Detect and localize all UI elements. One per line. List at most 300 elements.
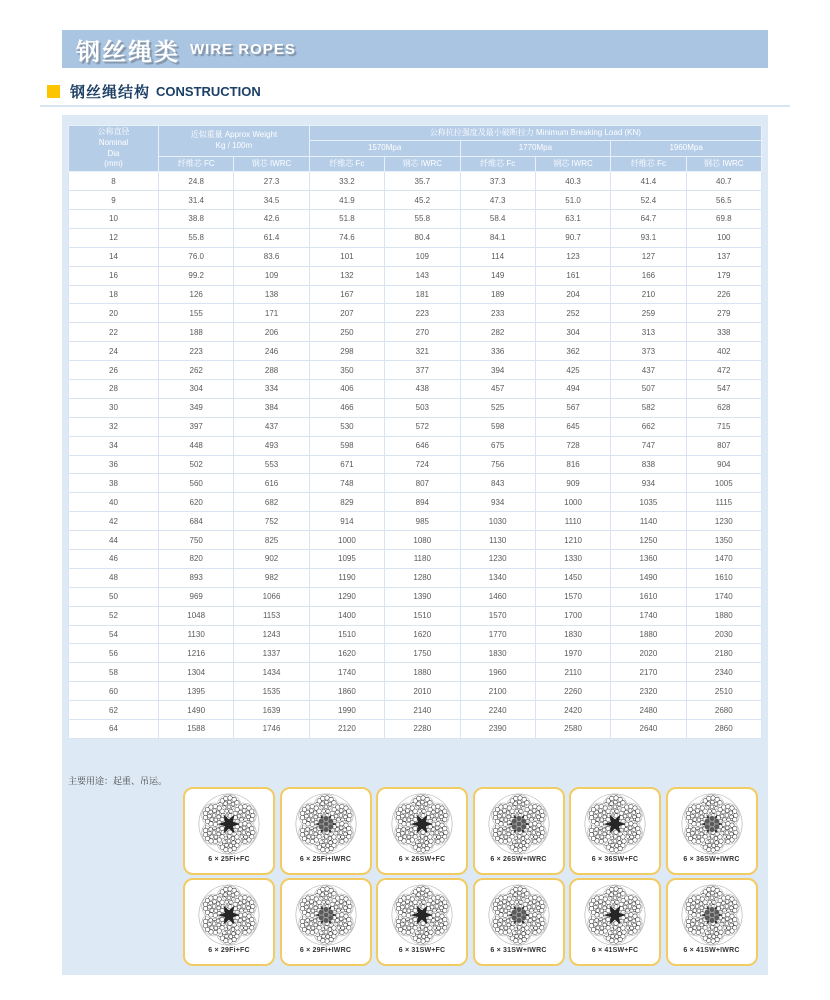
table-cell: 553 [234, 455, 309, 474]
table-cell: 816 [535, 455, 610, 474]
table-cell: 2170 [611, 663, 686, 682]
table-cell: 99.2 [159, 266, 234, 285]
rope-cross-section-icon [196, 882, 262, 948]
table-cell: 724 [385, 455, 460, 474]
header-core-label: 纤维芯 Fc [460, 156, 535, 171]
table-cell: 58.4 [460, 209, 535, 228]
rope-cross-section-icon [582, 882, 648, 948]
table-cell: 598 [309, 436, 384, 455]
rope-cross-section-icon [486, 882, 552, 948]
table-row [69, 379, 762, 398]
table-cell: 1880 [686, 606, 761, 625]
table-row [69, 644, 762, 663]
table-cell: 894 [385, 493, 460, 512]
header-core-label: 钢芯 IWRC [234, 156, 309, 171]
table-cell: 252 [535, 304, 610, 323]
table-cell: 36 [69, 455, 159, 474]
table-cell: 40.7 [686, 172, 761, 191]
table-cell: 1535 [234, 682, 309, 701]
table-cell: 1639 [234, 701, 309, 720]
table-cell: 1880 [611, 625, 686, 644]
table-cell: 547 [686, 379, 761, 398]
table-cell: 560 [159, 474, 234, 493]
table-cell: 1740 [611, 606, 686, 625]
table-cell: 45.2 [385, 191, 460, 210]
table-cell: 1610 [611, 587, 686, 606]
table-cell: 40.3 [535, 172, 610, 191]
table-cell: 2860 [686, 720, 761, 739]
table-cell: 1750 [385, 644, 460, 663]
table-cell: 20 [69, 304, 159, 323]
table-cell: 1110 [535, 512, 610, 531]
rope-cross-section-icon [679, 882, 745, 948]
table-cell: 1337 [234, 644, 309, 663]
table-cell: 1830 [460, 644, 535, 663]
table-cell: 662 [611, 417, 686, 436]
table-cell: 52 [69, 606, 159, 625]
table-cell: 288 [234, 361, 309, 380]
rope-caption: 6 × 26SW+IWRC [490, 856, 547, 863]
header-grade-1570: 1570Mpa [309, 141, 460, 156]
header-core-label: 纤维芯 Fc [611, 156, 686, 171]
table-cell: 2320 [611, 682, 686, 701]
rope-cross-section-icon [679, 791, 745, 857]
table-cell: 373 [611, 342, 686, 361]
table-row [69, 701, 762, 720]
table-row [69, 304, 762, 323]
table-cell: 747 [611, 436, 686, 455]
table-cell: 525 [460, 398, 535, 417]
table-cell: 41.9 [309, 191, 384, 210]
table-cell: 2510 [686, 682, 761, 701]
table-cell: 69.8 [686, 209, 761, 228]
page-title-zh: 钢丝绳类 [76, 38, 180, 66]
table-cell: 138 [234, 285, 309, 304]
table-cell: 904 [686, 455, 761, 474]
table-cell: 2420 [535, 701, 610, 720]
table-cell: 30 [69, 398, 159, 417]
table-cell: 42 [69, 512, 159, 531]
table-cell: 24.8 [159, 172, 234, 191]
table-cell: 76.0 [159, 247, 234, 266]
table-row [69, 436, 762, 455]
table-cell: 51.0 [535, 191, 610, 210]
table-cell: 16 [69, 266, 159, 285]
table-row [69, 550, 762, 569]
table-cell: 1180 [385, 550, 460, 569]
table-cell: 279 [686, 304, 761, 323]
table-cell: 1390 [385, 587, 460, 606]
table-cell: 829 [309, 493, 384, 512]
table-cell: 1340 [460, 568, 535, 587]
section-heading [47, 81, 261, 102]
table-cell: 969 [159, 587, 234, 606]
table-cell: 507 [611, 379, 686, 398]
rope-caption: 6 × 26SW+FC [398, 856, 446, 863]
table-cell: 838 [611, 455, 686, 474]
rope-cross-section-icon [293, 882, 359, 948]
table-cell: 1330 [535, 550, 610, 569]
table-cell: 1130 [460, 531, 535, 550]
table-cell: 1510 [309, 625, 384, 644]
rope-diagram-card [473, 787, 565, 875]
table-cell: 123 [535, 247, 610, 266]
table-cell: 362 [535, 342, 610, 361]
table-cell: 1000 [535, 493, 610, 512]
table-cell: 843 [460, 474, 535, 493]
table-cell: 38.8 [159, 209, 234, 228]
section-title-en: CONSTRUCTION [156, 84, 261, 99]
table-row [69, 493, 762, 512]
table-row [69, 587, 762, 606]
table-row [69, 512, 762, 531]
table-cell: 1190 [309, 568, 384, 587]
table-cell: 2180 [686, 644, 761, 663]
rope-diagram-card [666, 878, 758, 966]
table-cell: 64 [69, 720, 159, 739]
table-cell: 598 [460, 417, 535, 436]
table-cell: 2020 [611, 644, 686, 663]
table-cell: 64.7 [611, 209, 686, 228]
table-cell: 161 [535, 266, 610, 285]
rope-caption: 6 × 36SW+FC [591, 856, 639, 863]
page-title-en: WIRE ROPES [190, 40, 296, 58]
rope-cross-section-icon [293, 791, 359, 857]
table-cell: 493 [234, 436, 309, 455]
rope-diagram-grid [183, 787, 758, 966]
table-cell: 914 [309, 512, 384, 531]
rope-diagram-card [569, 787, 661, 875]
table-cell: 226 [686, 285, 761, 304]
table-row [69, 568, 762, 587]
table-cell: 37.3 [460, 172, 535, 191]
table-cell: 10 [69, 209, 159, 228]
table-cell: 28 [69, 379, 159, 398]
table-row [69, 625, 762, 644]
table-cell: 1960 [460, 663, 535, 682]
header-breaking-load: 公称抗拉强度及最小破断拉力 Minimum Breaking Load (KN) [309, 126, 761, 141]
table-cell: 1490 [611, 568, 686, 587]
rope-caption: 6 × 41SW+FC [591, 947, 639, 954]
table-cell: 1290 [309, 587, 384, 606]
table-cell: 262 [159, 361, 234, 380]
table-cell: 1030 [460, 512, 535, 531]
table-row [69, 682, 762, 701]
table-cell: 55.8 [385, 209, 460, 228]
rope-cross-section-icon [582, 791, 648, 857]
header-core-label: 钢芯 IWRC [686, 156, 761, 171]
table-cell: 1230 [686, 512, 761, 531]
table-cell: 902 [234, 550, 309, 569]
table-cell: 22 [69, 323, 159, 342]
table-cell: 2140 [385, 701, 460, 720]
table-cell: 820 [159, 550, 234, 569]
table-cell: 1005 [686, 474, 761, 493]
table-cell: 502 [159, 455, 234, 474]
table-cell: 100 [686, 228, 761, 247]
table-row [69, 285, 762, 304]
table-cell: 349 [159, 398, 234, 417]
table-cell: 1280 [385, 568, 460, 587]
table-cell: 620 [159, 493, 234, 512]
table-cell: 56 [69, 644, 159, 663]
table-cell: 394 [460, 361, 535, 380]
table-cell: 304 [535, 323, 610, 342]
table-cell: 985 [385, 512, 460, 531]
table-cell: 1080 [385, 531, 460, 550]
table-cell: 127 [611, 247, 686, 266]
table-cell: 50 [69, 587, 159, 606]
rope-diagram-card [666, 787, 758, 875]
table-row [69, 474, 762, 493]
rope-caption: 6 × 25Fi+FC [208, 856, 250, 863]
table-cell: 2110 [535, 663, 610, 682]
table-cell: 34.5 [234, 191, 309, 210]
table-cell: 2480 [611, 701, 686, 720]
rope-diagram-card [280, 787, 372, 875]
header-core-label: 纤维芯 Fc [309, 156, 384, 171]
table-cell: 1140 [611, 512, 686, 531]
rope-caption: 6 × 29Fi+FC [208, 947, 250, 954]
table-row [69, 663, 762, 682]
table-cell: 1990 [309, 701, 384, 720]
table-cell: 934 [460, 493, 535, 512]
table-cell: 93.1 [611, 228, 686, 247]
table-row [69, 531, 762, 550]
table-cell: 1250 [611, 531, 686, 550]
table-cell: 321 [385, 342, 460, 361]
table-cell: 1570 [460, 606, 535, 625]
table-cell: 437 [611, 361, 686, 380]
table-cell: 62 [69, 701, 159, 720]
content-panel [62, 115, 768, 975]
yellow-bullet-icon [47, 85, 60, 98]
table-cell: 1130 [159, 625, 234, 644]
table-cell: 1880 [385, 663, 460, 682]
table-cell: 189 [460, 285, 535, 304]
table-cell: 2280 [385, 720, 460, 739]
table-cell: 1970 [535, 644, 610, 663]
table-cell: 83.6 [234, 247, 309, 266]
table-row [69, 455, 762, 474]
table-cell: 2120 [309, 720, 384, 739]
table-row [69, 191, 762, 210]
table-cell: 155 [159, 304, 234, 323]
table-cell: 2390 [460, 720, 535, 739]
table-cell: 750 [159, 531, 234, 550]
table-cell: 126 [159, 285, 234, 304]
table-cell: 171 [234, 304, 309, 323]
usage-note: 主要用途：起重、吊运。 [68, 776, 168, 786]
header-core-label: 纤维芯 FC [159, 156, 234, 171]
table-cell: 425 [535, 361, 610, 380]
table-cell: 32 [69, 417, 159, 436]
table-row [69, 417, 762, 436]
table-cell: 2100 [460, 682, 535, 701]
table-cell: 34 [69, 436, 159, 455]
table-cell: 807 [385, 474, 460, 493]
table-cell: 51.8 [309, 209, 384, 228]
table-cell: 38 [69, 474, 159, 493]
table-cell: 715 [686, 417, 761, 436]
table-cell: 80.4 [385, 228, 460, 247]
table-row [69, 209, 762, 228]
table-cell: 137 [686, 247, 761, 266]
table-cell: 628 [686, 398, 761, 417]
table-row [69, 361, 762, 380]
table-cell: 1153 [234, 606, 309, 625]
table-cell: 377 [385, 361, 460, 380]
table-cell: 675 [460, 436, 535, 455]
table-cell: 2260 [535, 682, 610, 701]
table-cell: 1095 [309, 550, 384, 569]
table-cell: 1395 [159, 682, 234, 701]
table-cell: 567 [535, 398, 610, 417]
table-cell: 26 [69, 361, 159, 380]
rope-diagram-card [183, 878, 275, 966]
table-cell: 1610 [686, 568, 761, 587]
table-cell: 282 [460, 323, 535, 342]
table-cell: 448 [159, 436, 234, 455]
table-cell: 167 [309, 285, 384, 304]
table-cell: 503 [385, 398, 460, 417]
heading-divider [40, 105, 790, 107]
table-cell: 1230 [460, 550, 535, 569]
table-cell: 1000 [309, 531, 384, 550]
table-cell: 206 [234, 323, 309, 342]
table-cell: 1216 [159, 644, 234, 663]
table-cell: 494 [535, 379, 610, 398]
table-cell: 84.1 [460, 228, 535, 247]
table-cell: 1620 [309, 644, 384, 663]
table-cell: 1490 [159, 701, 234, 720]
table-cell: 63.1 [535, 209, 610, 228]
spec-table [68, 125, 762, 739]
rope-diagram-card [280, 878, 372, 966]
table-cell: 934 [611, 474, 686, 493]
table-cell: 223 [159, 342, 234, 361]
table-cell: 304 [159, 379, 234, 398]
table-cell: 18 [69, 285, 159, 304]
table-row [69, 342, 762, 361]
header-core-label: 钢芯 IWRC [535, 156, 610, 171]
table-cell: 582 [611, 398, 686, 417]
table-cell: 109 [234, 266, 309, 285]
table-cell: 748 [309, 474, 384, 493]
spec-table-header [69, 126, 762, 172]
table-cell: 438 [385, 379, 460, 398]
table-cell: 1400 [309, 606, 384, 625]
table-cell: 756 [460, 455, 535, 474]
table-cell: 646 [385, 436, 460, 455]
table-cell: 2340 [686, 663, 761, 682]
table-cell: 406 [309, 379, 384, 398]
table-cell: 1048 [159, 606, 234, 625]
table-cell: 728 [535, 436, 610, 455]
table-cell: 2240 [460, 701, 535, 720]
table-cell: 54 [69, 625, 159, 644]
table-cell: 1570 [535, 587, 610, 606]
table-cell: 1434 [234, 663, 309, 682]
rope-cross-section-icon [389, 791, 455, 857]
table-cell: 1115 [686, 493, 761, 512]
table-cell: 47.3 [460, 191, 535, 210]
table-cell: 2580 [535, 720, 610, 739]
rope-diagram-card [569, 878, 661, 966]
table-cell: 48 [69, 568, 159, 587]
rope-caption: 6 × 36SW+IWRC [683, 856, 740, 863]
section-title-zh: 钢丝绳结构 [70, 84, 151, 101]
table-row [69, 228, 762, 247]
table-cell: 109 [385, 247, 460, 266]
table-cell: 313 [611, 323, 686, 342]
header-core-label: 钢芯 IWRC [385, 156, 460, 171]
table-cell: 1350 [686, 531, 761, 550]
table-cell: 2640 [611, 720, 686, 739]
page-banner [62, 30, 768, 68]
table-cell: 1066 [234, 587, 309, 606]
table-cell: 338 [686, 323, 761, 342]
rope-caption: 6 × 29Fi+IWRC [299, 947, 352, 954]
table-cell: 1740 [686, 587, 761, 606]
table-cell: 1450 [535, 568, 610, 587]
table-cell: 90.7 [535, 228, 610, 247]
table-cell: 270 [385, 323, 460, 342]
table-row [69, 720, 762, 739]
table-cell: 55.8 [159, 228, 234, 247]
table-cell: 1700 [535, 606, 610, 625]
table-cell: 44 [69, 531, 159, 550]
table-cell: 1360 [611, 550, 686, 569]
table-cell: 1620 [385, 625, 460, 644]
table-cell: 132 [309, 266, 384, 285]
table-cell: 60 [69, 682, 159, 701]
table-cell: 466 [309, 398, 384, 417]
table-cell: 204 [535, 285, 610, 304]
table-cell: 33.2 [309, 172, 384, 191]
table-cell: 179 [686, 266, 761, 285]
table-row [69, 323, 762, 342]
header-grade-1770: 1770Mpa [460, 141, 611, 156]
table-cell: 298 [309, 342, 384, 361]
table-row [69, 606, 762, 625]
table-cell: 14 [69, 247, 159, 266]
table-cell: 909 [535, 474, 610, 493]
table-cell: 1035 [611, 493, 686, 512]
table-cell: 56.5 [686, 191, 761, 210]
table-cell: 188 [159, 323, 234, 342]
table-cell: 2010 [385, 682, 460, 701]
rope-diagram-card [376, 878, 468, 966]
table-cell: 1304 [159, 663, 234, 682]
rope-diagram-card [473, 878, 565, 966]
table-cell: 2680 [686, 701, 761, 720]
table-cell: 437 [234, 417, 309, 436]
table-cell: 825 [234, 531, 309, 550]
table-cell: 645 [535, 417, 610, 436]
table-cell: 1740 [309, 663, 384, 682]
table-row [69, 398, 762, 417]
table-cell: 1243 [234, 625, 309, 644]
header-grade-1960: 1960Mpa [611, 141, 762, 156]
table-cell: 397 [159, 417, 234, 436]
table-cell: 8 [69, 172, 159, 191]
table-cell: 2030 [686, 625, 761, 644]
table-cell: 807 [686, 436, 761, 455]
rope-caption: 6 × 31SW+FC [398, 947, 446, 954]
rope-cross-section-icon [389, 882, 455, 948]
table-cell: 1470 [686, 550, 761, 569]
